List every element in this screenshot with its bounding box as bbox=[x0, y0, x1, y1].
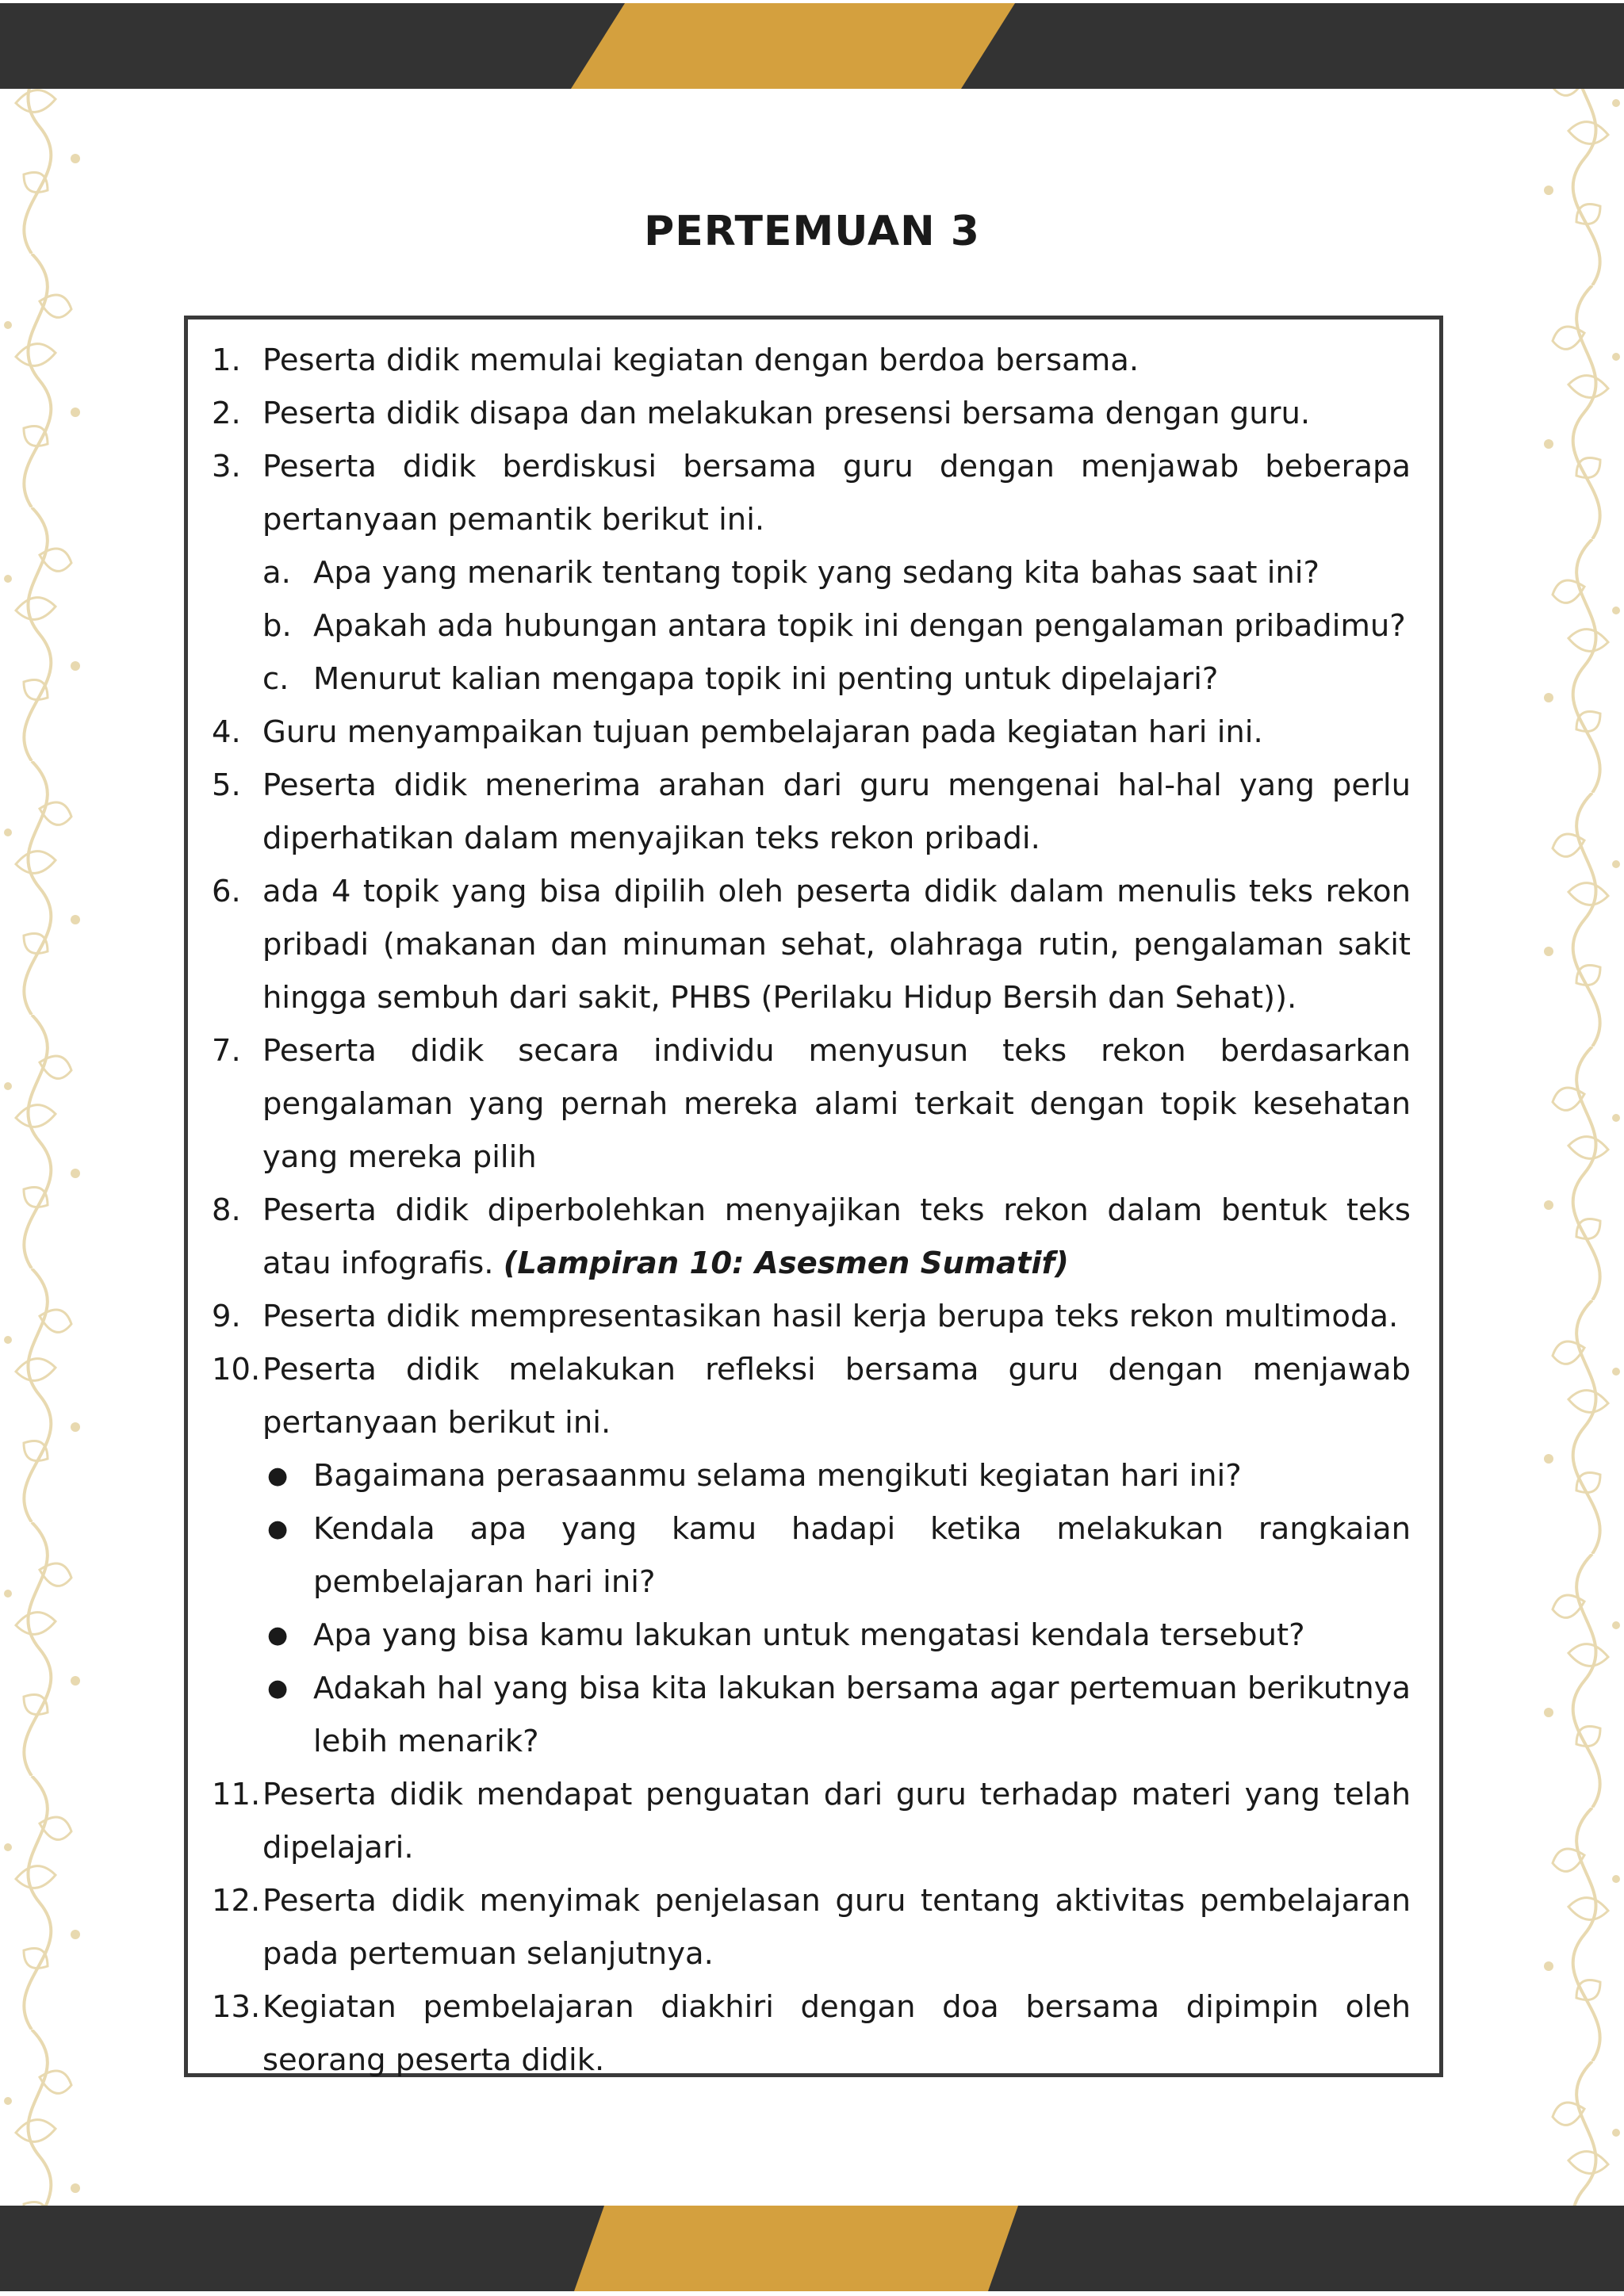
bullet-icon: ● bbox=[267, 1515, 289, 1543]
bullet-icon: ● bbox=[267, 1462, 289, 1490]
top-accent-stripe bbox=[571, 3, 1015, 89]
step-text: Guru menyampaikan tujuan pembelajaran pada kegiatan hari ini. bbox=[262, 714, 1263, 750]
sub-list-item bbox=[262, 546, 1411, 599]
list-item bbox=[212, 865, 1411, 1024]
step-number: 5. bbox=[212, 767, 241, 803]
sub-list-item bbox=[262, 1502, 1411, 1609]
activity-steps-list bbox=[212, 334, 1411, 2087]
sub-letter: c. bbox=[262, 661, 289, 697]
step-text: Peserta didik menerima arahan dari guru mengenai hal-hal yang perlu diperhatikan dalam menyajikan teks rekon pribadi. bbox=[262, 767, 1411, 856]
step-number: 8. bbox=[212, 1192, 241, 1228]
step-number: 7. bbox=[212, 1033, 241, 1069]
reflection-questions-list bbox=[262, 1449, 1411, 1768]
trigger-questions-list bbox=[262, 546, 1411, 706]
list-item bbox=[212, 1768, 1411, 1874]
step-text: Peserta didik mendapat penguatan dari guru terhadap materi yang telah dipelajari. bbox=[262, 1777, 1411, 1866]
step-text: ada 4 topik yang bisa dipilih oleh peserta didik dalam menulis teks rekon pribadi (makanan dan minuman sehat, olahraga rutin, pengalaman sakit hingga sembuh dari sakit, PHBS (Perilaku Hidup Bersih dan Sehat)). bbox=[262, 874, 1411, 1016]
sub-text: Menurut kalian mengapa topik ini penting untuk dipelajari? bbox=[313, 661, 1219, 697]
sub-text: Adakah hal yang bisa kita lakukan bersama agar pertemuan berikutnya lebih menarik? bbox=[313, 1670, 1411, 1759]
list-item bbox=[212, 1184, 1411, 1290]
step-number: 9. bbox=[212, 1299, 241, 1334]
sub-list-item bbox=[262, 1609, 1411, 1662]
list-item bbox=[212, 1980, 1411, 2087]
bullet-icon: ● bbox=[267, 1621, 289, 1649]
bottom-footer-band bbox=[0, 2206, 1624, 2291]
list-item bbox=[212, 706, 1411, 759]
step-number: 2. bbox=[212, 396, 241, 431]
list-item bbox=[212, 387, 1411, 440]
list-item bbox=[212, 759, 1411, 865]
step-text: Kegiatan pembelajaran diakhiri dengan doa bersama dipimpin oleh seorang peserta didik. bbox=[262, 1989, 1411, 2078]
step-number: 10. bbox=[212, 1352, 261, 1387]
step-number: 6. bbox=[212, 874, 241, 909]
sub-text: Apa yang bisa kamu lakukan untuk mengatasi kendala tersebut? bbox=[313, 1617, 1305, 1653]
list-item bbox=[212, 334, 1411, 387]
sub-text: Apa yang menarik tentang topik yang sedang kita bahas saat ini? bbox=[313, 555, 1320, 591]
sub-letter: b. bbox=[262, 608, 292, 644]
step-number: 3. bbox=[212, 449, 241, 484]
right-ornament-border bbox=[1521, 0, 1624, 2296]
step-text: Peserta didik secara individu menyusun teks rekon berdasarkan pengalaman yang pernah mereka alami terkait dengan topik kesehatan yang mereka pilih bbox=[262, 1033, 1411, 1175]
step-text: Peserta didik disapa dan melakukan presensi bersama dengan guru. bbox=[262, 396, 1311, 431]
page-title: PERTEMUAN 3 bbox=[644, 208, 980, 255]
sub-list-item bbox=[262, 652, 1411, 706]
step-text: Peserta didik memulai kegiatan dengan berdoa bersama. bbox=[262, 342, 1139, 378]
bottom-accent-stripe bbox=[574, 2206, 1018, 2291]
list-item bbox=[212, 1290, 1411, 1343]
sub-list-item bbox=[262, 1449, 1411, 1502]
sub-list-item bbox=[262, 1662, 1411, 1768]
step-text: Peserta didik menyimak penjelasan guru tentang aktivitas pembelajaran pada pertemuan selanjutnya. bbox=[262, 1883, 1411, 1972]
sub-text: Kendala apa yang kamu hadapi ketika melakukan rangkaian pembelajaran hari ini? bbox=[313, 1511, 1411, 1600]
step-text: Peserta didik melakukan refleksi bersama guru dengan menjawab pertanyaan berikut ini. bbox=[262, 1352, 1411, 1441]
list-item bbox=[212, 440, 1411, 706]
step-number: 11. bbox=[212, 1777, 261, 1812]
step-text: Peserta didik berdiskusi bersama guru dengan menjawab beberapa pertanyaan pemantik berikut ini. bbox=[262, 449, 1411, 538]
left-ornament-border bbox=[0, 0, 103, 2296]
sub-text: Bagaimana perasaanmu selama mengikuti kegiatan hari ini? bbox=[313, 1458, 1242, 1494]
sub-list-item bbox=[262, 599, 1411, 652]
list-item bbox=[212, 1024, 1411, 1184]
activity-box bbox=[184, 316, 1443, 2077]
step-number: 1. bbox=[212, 342, 241, 378]
step-number: 12. bbox=[212, 1883, 261, 1919]
sub-letter: a. bbox=[262, 555, 291, 591]
list-item bbox=[212, 1874, 1411, 1980]
step-number: 13. bbox=[212, 1989, 261, 2025]
bullet-icon: ● bbox=[267, 1674, 289, 1702]
list-item bbox=[212, 1343, 1411, 1768]
step-number: 4. bbox=[212, 714, 241, 750]
appendix-reference: (Lampiran 10: Asesmen Sumatif) bbox=[503, 1246, 1069, 1281]
top-header-band bbox=[0, 3, 1624, 89]
sub-text: Apakah ada hubungan antara topik ini dengan pengalaman pribadimu? bbox=[313, 608, 1406, 644]
step-text: Peserta didik mempresentasikan hasil kerja berupa teks rekon multimoda. bbox=[262, 1299, 1399, 1334]
step-text: Peserta didik diperbolehkan menyajikan teks rekon dalam bentuk teks atau infografis. bbox=[262, 1192, 1411, 1281]
